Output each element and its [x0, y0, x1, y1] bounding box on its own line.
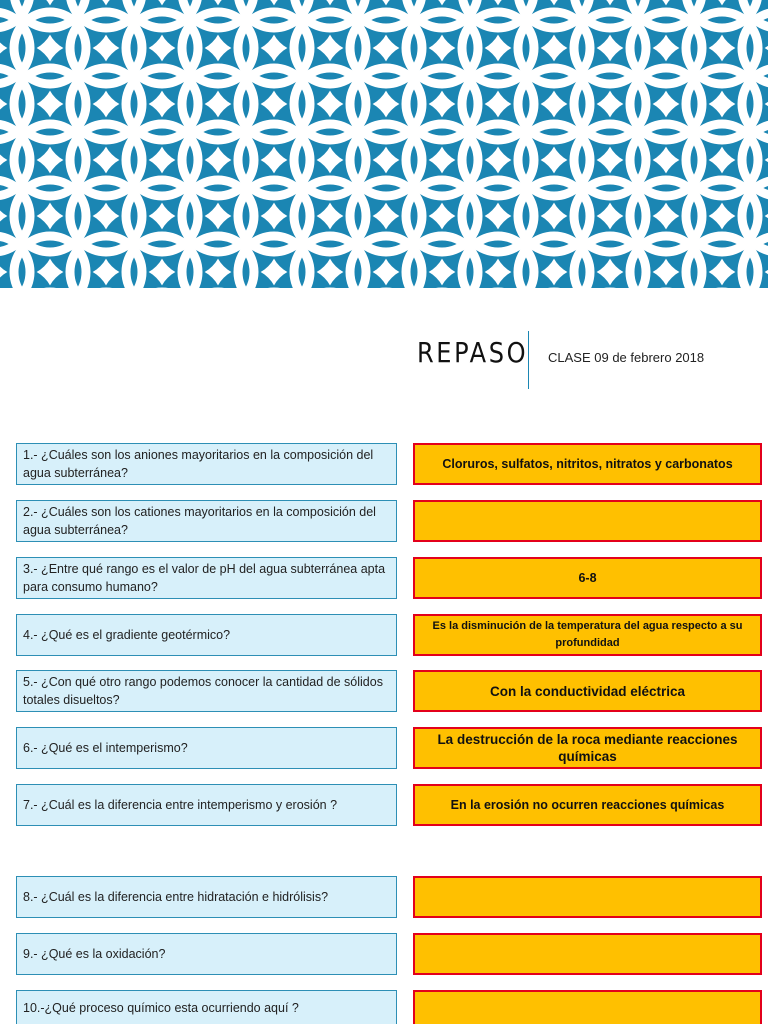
- answer-3: 6-8: [413, 557, 762, 599]
- question-1: 1.- ¿Cuáles son los aniones mayoritarios en la composición del agua subterránea?: [16, 443, 397, 485]
- title-divider: [528, 331, 529, 389]
- answer-4: Es la disminución de la temperatura del agua respecto a su profundidad: [413, 614, 762, 656]
- question-3: 3.- ¿Entre qué rango es el valor de pH del agua subterránea apta para consumo humano?: [16, 557, 397, 599]
- answer-2: [413, 500, 762, 542]
- answer-6: La destrucción de la roca mediante reacciones químicas: [413, 727, 762, 769]
- answer-8: [413, 876, 762, 918]
- answer-5: Con la conductividad eléctrica: [413, 670, 762, 712]
- answer-10: [413, 990, 762, 1024]
- question-8: 8.- ¿Cuál es la diferencia entre hidratación e hidrólisis?: [16, 876, 397, 918]
- question-4: 4.- ¿Qué es el gradiente geotérmico?: [16, 614, 397, 656]
- question-6: 6.- ¿Qué es el intemperismo?: [16, 727, 397, 769]
- question-2: 2.- ¿Cuáles son los cationes mayoritarios en la composición del agua subterránea?: [16, 500, 397, 542]
- slide-subtitle: CLASE 09 de febrero 2018: [548, 350, 705, 365]
- question-10: 10.-¿Qué proceso químico esta ocurriendo aquí ?: [16, 990, 397, 1024]
- answer-9: [413, 933, 762, 975]
- slide-title: REPASO: [417, 336, 529, 369]
- decorative-pattern-banner: [0, 0, 768, 288]
- question-9: 9.- ¿Qué es la oxidación?: [16, 933, 397, 975]
- question-5: 5.- ¿Con qué otro rango podemos conocer la cantidad de sólidos totales disueltos?: [16, 670, 397, 712]
- interlocking-circles-pattern: [0, 0, 768, 288]
- answer-1: Cloruros, sulfatos, nitritos, nitratos y carbonatos: [413, 443, 762, 485]
- question-7: 7.- ¿Cuál es la diferencia entre intemperismo y erosión ?: [16, 784, 397, 826]
- answer-7: En la erosión no ocurren reacciones químicas: [413, 784, 762, 826]
